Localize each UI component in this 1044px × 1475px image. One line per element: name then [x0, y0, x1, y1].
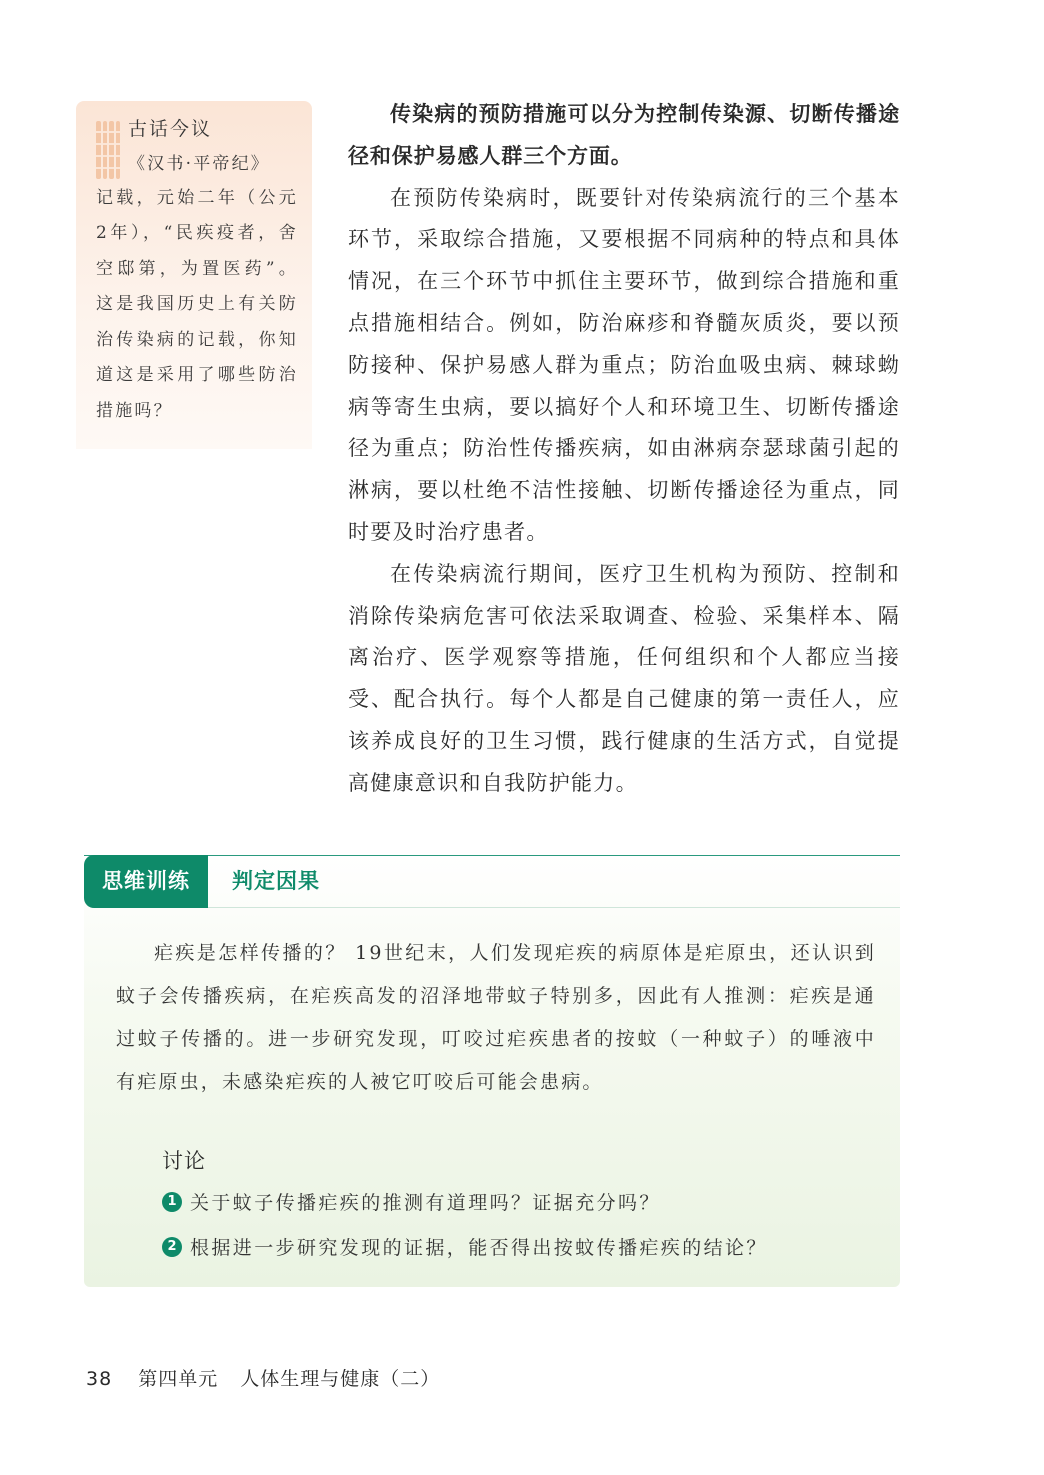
section-badge: 思维训练 [84, 855, 208, 908]
question-number-badge: 1 [162, 1192, 182, 1212]
page-footer [86, 1364, 440, 1391]
page-number: 38 [86, 1368, 113, 1390]
paragraph-prevention: 在预防传染病时，既要针对传染病流行的三个基本环节，采取综合措施，又要根据不同病种的特点和具体情况，在三个环节中抓住主要环节，做到综合措施和重点措施相结合。例如，防治麻疹和脊髓灰质炎，要以预防接种、保护易感人群为重点；防治血吸虫病、棘球蚴病等寄生虫病，要以搞好个人和环境卫生、切断传播途径为重点；防治性传播疾病，如由淋病奈瑟球菌引起的淋病，要以杜绝不洁性接触、切断传播途径为重点，同时要及时治疗患者。 [348, 185, 900, 544]
main-text [348, 94, 900, 805]
question-text: 根据进一步研究发现的证据，能否得出按蚊传播疟疾的结论？ [190, 1237, 768, 1259]
discussion-question [162, 1188, 661, 1215]
malaria-paragraph: 疟疾是怎样传播的？ 19世纪末，人们发现疟疾的病原体是疟原虫，还认识到蚊子会传播疾病，在疟疾高发的沼泽地带蚊子特别多，因此有人推测：疟疾是通过蚊子传播的。进一步研究发现，叮咬过疟疾患者的按蚊（一种蚊子）的唾液中有疟原虫，未感染疟疾的人被它叮咬后可能会患病。 [116, 942, 876, 1093]
paragraph-epidemic-period: 在传染病流行期间，医疗卫生机构为预防、控制和消除传染病危害可依法采取调查、检验、采集样本、隔离治疗、医学观察等措施，任何组织和个人都应当接受、配合执行。每个人都是自己健康的第一责任人，应该养成良好的卫生习惯，践行健康的生活方式，自觉提高健康意识和自我防护能力。 [348, 561, 900, 795]
section-title: 判定因果 [232, 869, 320, 893]
sidebar-title: 古话今议 [128, 118, 213, 140]
discussion-heading: 讨论 [162, 1149, 206, 1173]
bamboo-slip-icon [96, 121, 120, 179]
question-number-badge: 2 [162, 1237, 182, 1257]
sidebar-ancient-saying [76, 101, 312, 449]
sidebar-header [96, 115, 298, 183]
discussion-question [162, 1233, 768, 1260]
sidebar-text: 记载，元始二年（公元2年），“民疾疫者，舍空邸第，为置医药”。这是我国历史上有关防治传染病的记载，你知道这是采用了哪些防治措施吗？ [96, 187, 298, 421]
unit-title: 人体生理与健康（二） [240, 1368, 441, 1390]
sidebar-first-line: 《汉书·平帝纪》 [128, 154, 271, 174]
question-text: 关于蚊子传播疟疾的推测有道理吗？证据充分吗？ [190, 1192, 661, 1214]
key-statement: 传染病的预防措施可以分为控制传染源、切断传播途径和保护易感人群三个方面。 [348, 102, 900, 168]
sidebar-header-text [128, 115, 298, 183]
thinking-training-section [84, 855, 900, 1287]
unit-label: 第四单元 [138, 1368, 219, 1390]
